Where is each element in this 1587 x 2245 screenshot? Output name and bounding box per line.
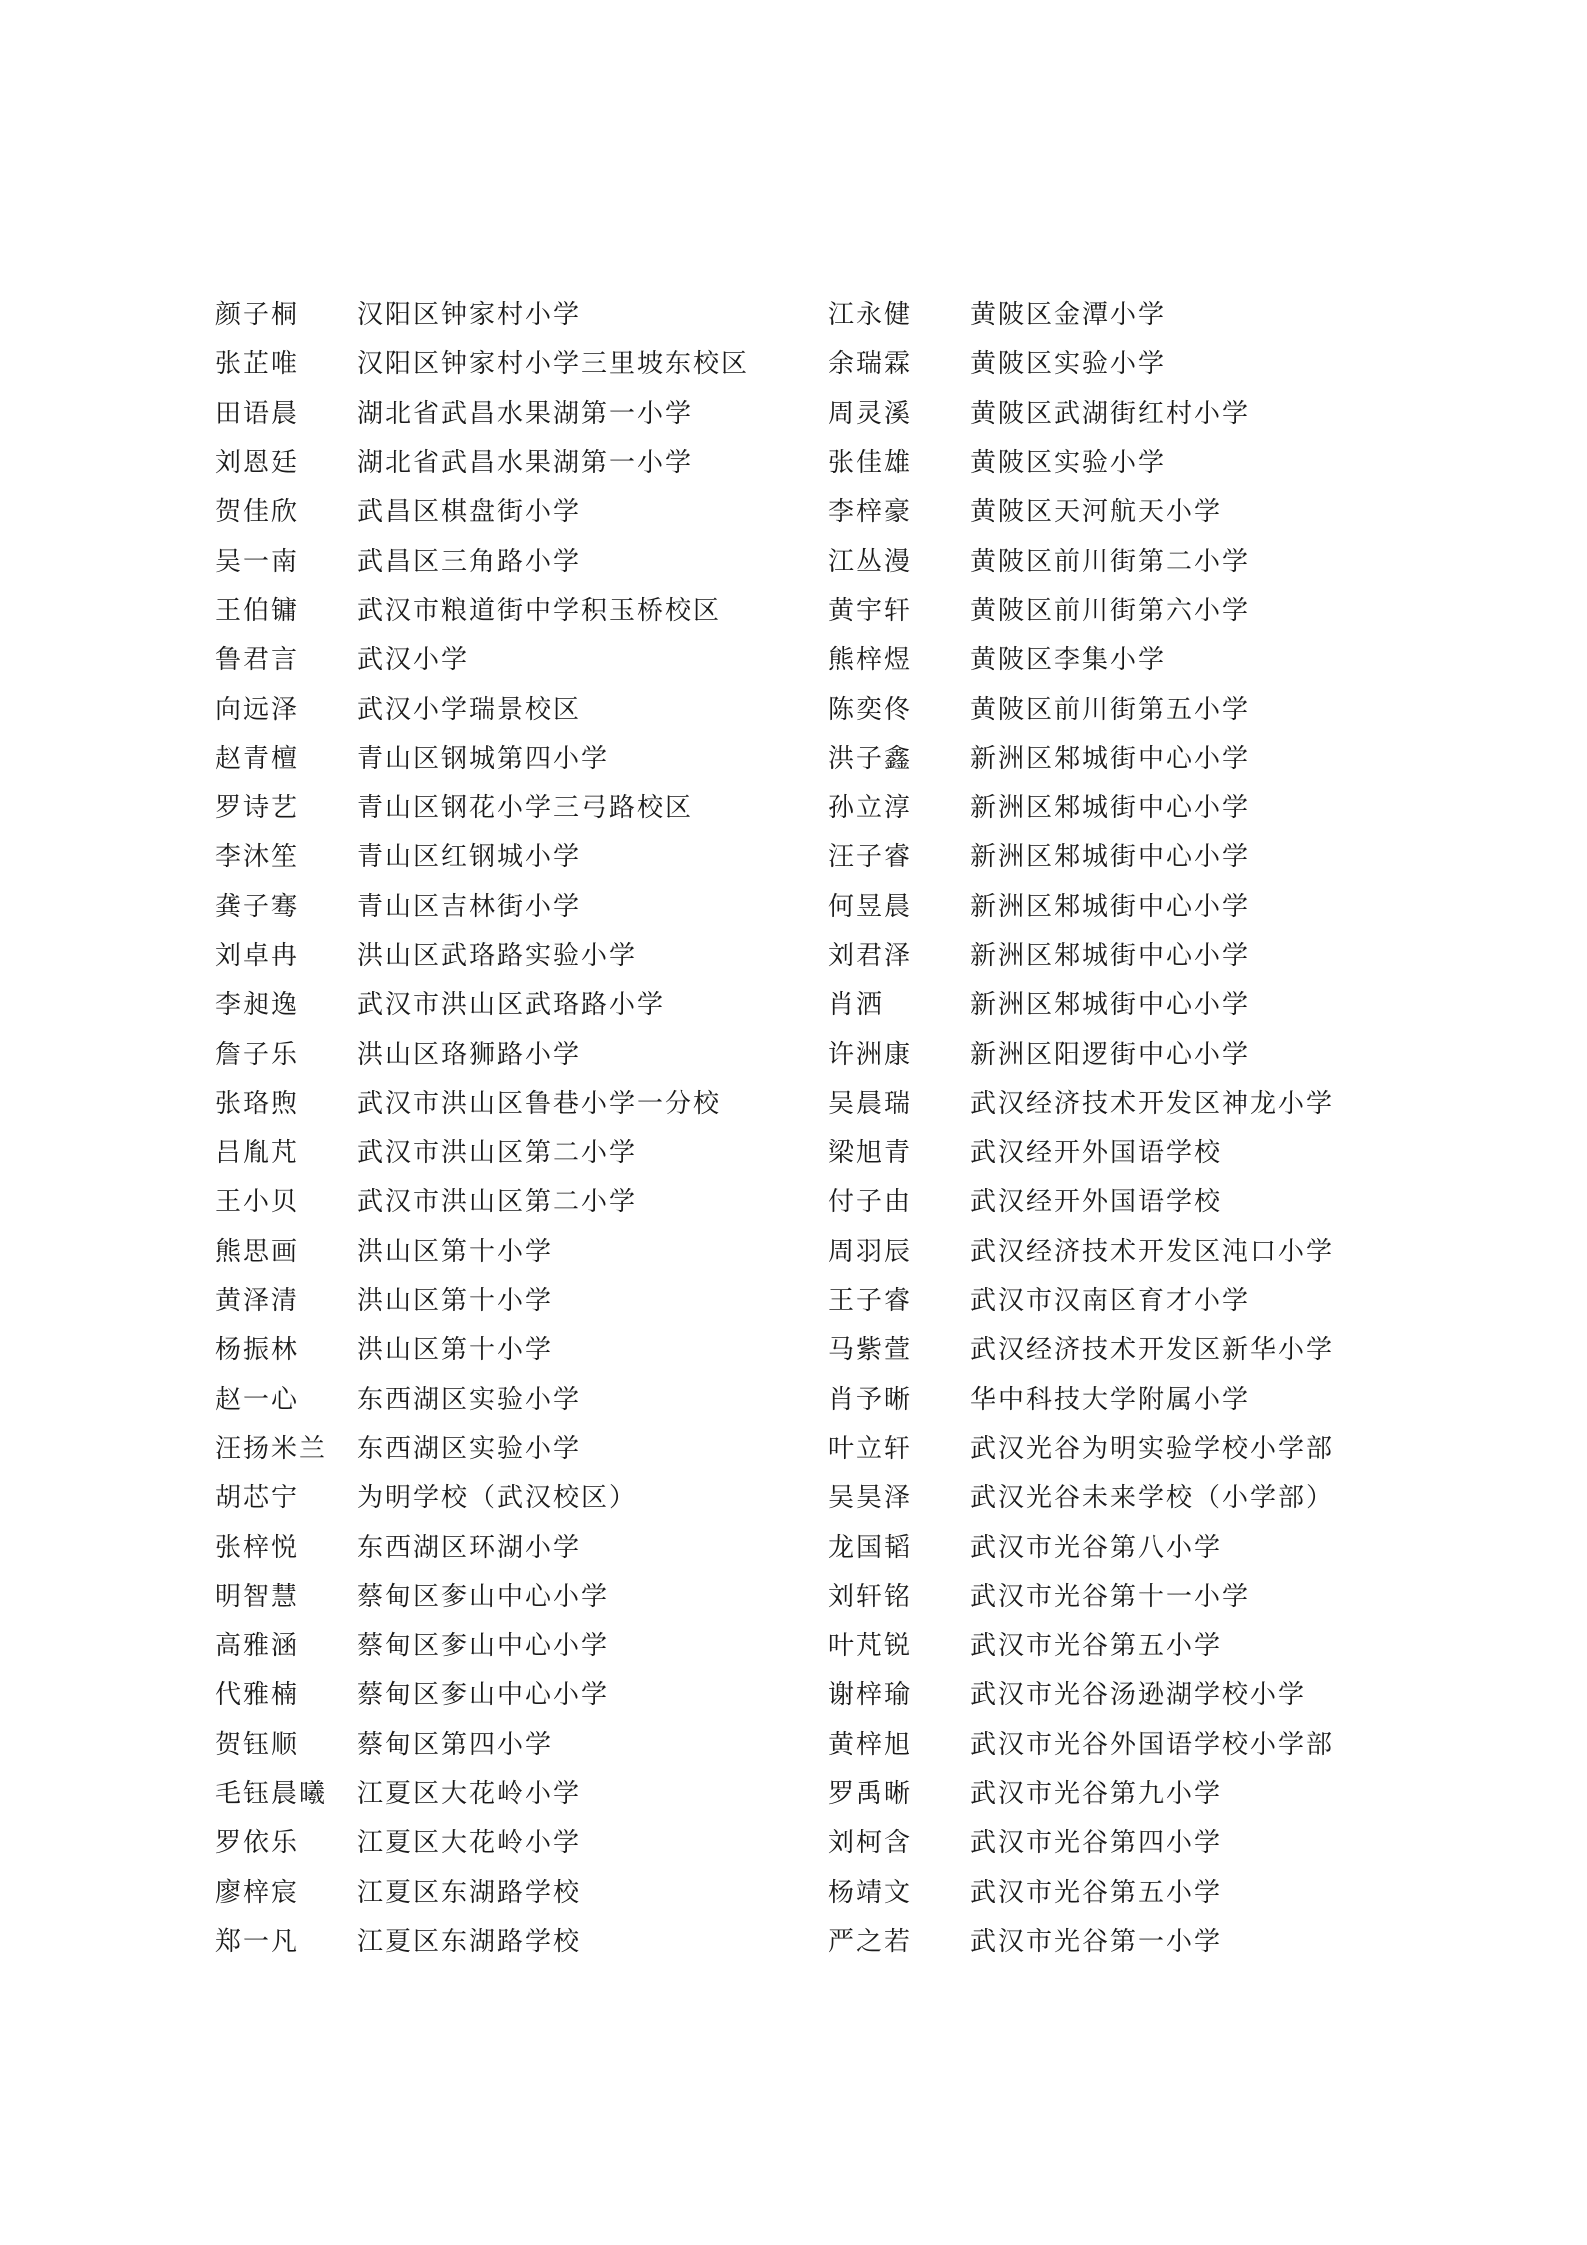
list-item <box>828 1570 1334 1619</box>
school-name: 黄陂区李集小学 <box>970 645 1167 676</box>
list-item <box>828 1915 1334 1964</box>
list-item <box>828 584 1334 633</box>
student-name: 叶芃锐 <box>828 1631 913 1662</box>
student-name: 马紫萱 <box>828 1335 913 1366</box>
student-name: 王小贝 <box>215 1187 300 1218</box>
school-name: 江夏区东湖路学校 <box>357 1877 582 1908</box>
list-item <box>828 978 1334 1027</box>
list-item <box>828 1126 1334 1175</box>
school-name: 武汉小学 <box>357 645 470 676</box>
list-item <box>828 830 1334 879</box>
school-name: 武汉光谷未来学校（小学部） <box>970 1483 1335 1514</box>
student-name: 张梓悦 <box>215 1532 300 1563</box>
list-item <box>215 1274 749 1323</box>
list-item <box>215 1816 749 1865</box>
student-name: 熊思画 <box>215 1236 300 1267</box>
school-name: 汉阳区钟家村小学三里坡东校区 <box>357 349 750 380</box>
list-item <box>828 485 1334 534</box>
school-name: 武汉市光谷第五小学 <box>970 1631 1223 1662</box>
school-name: 青山区吉林街小学 <box>357 891 582 922</box>
list-item <box>828 1373 1334 1422</box>
school-name: 武汉市光谷外国语学校小学部 <box>970 1729 1335 1760</box>
list-item <box>215 1718 749 1767</box>
school-name: 武汉经济技术开发区新华小学 <box>970 1335 1335 1366</box>
student-name: 贺钰顺 <box>215 1729 300 1760</box>
list-item <box>215 436 749 485</box>
student-name: 吕胤芃 <box>215 1138 300 1169</box>
list-item <box>215 1323 749 1372</box>
student-name: 江丛漫 <box>828 546 913 577</box>
student-name: 罗依乐 <box>215 1828 300 1859</box>
list-item <box>215 1619 749 1668</box>
student-name: 李沐笙 <box>215 842 300 873</box>
student-name: 龙国韬 <box>828 1532 913 1563</box>
student-name: 陈奕佟 <box>828 694 913 725</box>
school-name: 新洲区阳逻街中心小学 <box>970 1039 1251 1070</box>
school-name: 江夏区大花岭小学 <box>357 1828 582 1859</box>
list-item <box>828 1323 1334 1372</box>
school-name: 黄陂区实验小学 <box>970 349 1167 380</box>
school-name: 武昌区三角路小学 <box>357 546 582 577</box>
list-item <box>828 436 1334 485</box>
school-name: 黄陂区前川街第五小学 <box>970 694 1251 725</box>
list-item <box>828 1767 1334 1816</box>
list-item <box>828 1619 1334 1668</box>
school-name: 蔡甸区奓山中心小学 <box>357 1680 610 1711</box>
school-name: 武汉市光谷第四小学 <box>970 1828 1223 1859</box>
list-item <box>828 1027 1334 1076</box>
student-name: 黄梓旭 <box>828 1729 913 1760</box>
list-item <box>215 1225 749 1274</box>
list-item <box>828 1668 1334 1717</box>
list-item <box>828 534 1334 583</box>
school-name: 蔡甸区奓山中心小学 <box>357 1631 610 1662</box>
student-name: 李梓豪 <box>828 497 913 528</box>
student-name: 吴一南 <box>215 546 300 577</box>
student-name: 洪子鑫 <box>828 743 913 774</box>
student-name: 张珞煦 <box>215 1088 300 1119</box>
student-name: 胡芯宁 <box>215 1483 300 1514</box>
school-name: 武汉市洪山区第二小学 <box>357 1138 638 1169</box>
student-name: 汪扬米兰 <box>215 1433 328 1464</box>
student-name: 杨靖文 <box>828 1877 913 1908</box>
school-name: 新洲区邾城街中心小学 <box>970 891 1251 922</box>
school-name: 黄陂区前川街第六小学 <box>970 595 1251 626</box>
student-name: 田语晨 <box>215 398 300 429</box>
list-item <box>828 337 1334 386</box>
list-item <box>215 781 749 830</box>
student-name: 张佳雄 <box>828 448 913 479</box>
school-name: 武汉市光谷第八小学 <box>970 1532 1223 1563</box>
student-name: 何昱晨 <box>828 891 913 922</box>
right-column <box>828 288 1334 1964</box>
student-name: 代雅楠 <box>215 1680 300 1711</box>
student-name: 江永健 <box>828 300 913 331</box>
student-name: 刘卓冉 <box>215 941 300 971</box>
list-item <box>215 1668 749 1717</box>
school-name: 蔡甸区奓山中心小学 <box>357 1581 610 1612</box>
list-item <box>828 633 1334 682</box>
school-name: 湖北省武昌水果湖第一小学 <box>357 448 694 479</box>
student-name: 刘轩铭 <box>828 1581 913 1612</box>
student-name: 梁旭青 <box>828 1138 913 1169</box>
school-name: 青山区红钢城小学 <box>357 842 582 873</box>
school-name: 黄陂区武湖街红村小学 <box>970 398 1251 429</box>
student-name: 肖洒 <box>828 990 885 1021</box>
school-name: 洪山区第十小学 <box>357 1335 554 1366</box>
student-name: 毛钰晨曦 <box>215 1779 328 1810</box>
list-item <box>215 1373 749 1422</box>
student-name: 严之若 <box>828 1926 913 1957</box>
list-item <box>828 1225 1334 1274</box>
school-name: 湖北省武昌水果湖第一小学 <box>357 398 694 429</box>
list-item <box>828 929 1334 978</box>
list-item <box>828 1274 1334 1323</box>
list-item <box>215 1471 749 1520</box>
student-name: 杨振林 <box>215 1335 300 1366</box>
school-name: 武汉市洪山区第二小学 <box>357 1187 638 1218</box>
student-name: 吴昊泽 <box>828 1483 913 1514</box>
school-name: 新洲区邾城街中心小学 <box>970 743 1251 774</box>
school-name: 武汉经开外国语学校 <box>970 1187 1223 1218</box>
school-name: 武汉市洪山区鲁巷小学一分校 <box>357 1088 722 1119</box>
list-item <box>828 1816 1334 1865</box>
school-name: 洪山区珞狮路小学 <box>357 1039 582 1070</box>
school-name: 新洲区邾城街中心小学 <box>970 990 1251 1021</box>
student-name: 郑一凡 <box>215 1926 300 1957</box>
school-name: 青山区钢城第四小学 <box>357 743 610 774</box>
student-name: 廖梓宸 <box>215 1877 300 1908</box>
list-item <box>215 880 749 929</box>
student-name: 汪子睿 <box>828 842 913 873</box>
school-name: 东西湖区环湖小学 <box>357 1532 582 1563</box>
student-name: 刘君泽 <box>828 941 913 971</box>
list-item <box>215 929 749 978</box>
student-name: 鲁君言 <box>215 645 300 676</box>
list-item <box>215 682 749 731</box>
list-item <box>215 1520 749 1569</box>
school-name: 为明学校（武汉校区） <box>357 1483 638 1514</box>
school-name: 武汉市光谷第一小学 <box>970 1926 1223 1957</box>
school-name: 武汉市光谷第九小学 <box>970 1779 1223 1810</box>
list-item <box>828 880 1334 929</box>
list-item <box>828 1718 1334 1767</box>
school-name: 青山区钢花小学三弓路校区 <box>357 793 694 824</box>
list-item <box>215 1126 749 1175</box>
list-item <box>828 387 1334 436</box>
student-name: 贺佳欣 <box>215 497 300 528</box>
student-name: 龚子骞 <box>215 891 300 922</box>
list-item <box>215 1866 749 1915</box>
list-item <box>215 633 749 682</box>
school-name: 武汉市粮道街中学积玉桥校区 <box>357 595 722 626</box>
list-item <box>215 387 749 436</box>
school-name: 武汉市光谷第五小学 <box>970 1877 1223 1908</box>
list-item <box>215 1077 749 1126</box>
school-name: 武汉市光谷第十一小学 <box>970 1581 1251 1612</box>
list-item <box>215 485 749 534</box>
list-item <box>215 1570 749 1619</box>
list-item <box>828 682 1334 731</box>
student-name: 明智慧 <box>215 1581 300 1612</box>
school-name: 武汉市光谷汤逊湖学校小学 <box>970 1680 1307 1711</box>
left-column <box>215 288 749 1964</box>
student-name: 孙立淳 <box>828 793 913 824</box>
school-name: 黄陂区天河航天小学 <box>970 497 1223 528</box>
school-name: 武汉市汉南区育才小学 <box>970 1286 1251 1317</box>
student-name: 周羽辰 <box>828 1236 913 1267</box>
list-item <box>828 1520 1334 1569</box>
school-name: 武汉小学瑞景校区 <box>357 694 582 725</box>
school-name: 华中科技大学附属小学 <box>970 1384 1251 1415</box>
list-item <box>828 1471 1334 1520</box>
school-name: 江夏区大花岭小学 <box>357 1779 582 1810</box>
school-name: 洪山区武珞路实验小学 <box>357 941 638 971</box>
school-name: 黄陂区实验小学 <box>970 448 1167 479</box>
student-name: 向远泽 <box>215 694 300 725</box>
school-name: 武汉经济技术开发区沌口小学 <box>970 1236 1335 1267</box>
list-item <box>215 534 749 583</box>
student-name: 赵一心 <box>215 1384 300 1415</box>
student-name: 肖予晰 <box>828 1384 913 1415</box>
student-name: 吴晨瑞 <box>828 1088 913 1119</box>
list-item <box>215 288 749 337</box>
student-name: 付子由 <box>828 1187 913 1218</box>
list-item <box>215 1767 749 1816</box>
student-name: 黄宇轩 <box>828 595 913 626</box>
school-name: 黄陂区金潭小学 <box>970 300 1167 331</box>
list-item <box>215 978 749 1027</box>
student-name: 罗禹晰 <box>828 1779 913 1810</box>
student-name: 刘恩廷 <box>215 448 300 479</box>
list-item <box>215 830 749 879</box>
list-item <box>828 288 1334 337</box>
student-name: 叶立轩 <box>828 1433 913 1464</box>
student-name: 王伯镛 <box>215 595 300 626</box>
student-name: 赵青檀 <box>215 743 300 774</box>
school-name: 黄陂区前川街第二小学 <box>970 546 1251 577</box>
list-item <box>828 1866 1334 1915</box>
list-item <box>215 1422 749 1471</box>
list-item <box>215 1175 749 1224</box>
school-name: 武汉市洪山区武珞路小学 <box>357 990 666 1021</box>
student-name: 颜子桐 <box>215 300 300 331</box>
school-name: 武汉光谷为明实验学校小学部 <box>970 1433 1335 1464</box>
list-item <box>828 1077 1334 1126</box>
student-name: 周灵溪 <box>828 398 913 429</box>
list-item <box>215 337 749 386</box>
school-name: 汉阳区钟家村小学 <box>357 300 582 331</box>
student-name: 熊梓煜 <box>828 645 913 676</box>
school-name: 武昌区棋盘街小学 <box>357 497 582 528</box>
list-item <box>828 781 1334 830</box>
school-name: 新洲区邾城街中心小学 <box>970 941 1251 971</box>
student-name: 罗诗艺 <box>215 793 300 824</box>
student-name: 张芷唯 <box>215 349 300 380</box>
list-item <box>215 1027 749 1076</box>
school-name: 新洲区邾城街中心小学 <box>970 842 1251 873</box>
student-name: 许洲康 <box>828 1039 913 1070</box>
student-name: 余瑞霖 <box>828 349 913 380</box>
school-name: 洪山区第十小学 <box>357 1236 554 1267</box>
list-item <box>828 1422 1334 1471</box>
school-name: 武汉经济技术开发区神龙小学 <box>970 1088 1335 1119</box>
student-name: 谢梓瑜 <box>828 1680 913 1711</box>
student-name: 詹子乐 <box>215 1039 300 1070</box>
list-item <box>215 732 749 781</box>
school-name: 新洲区邾城街中心小学 <box>970 793 1251 824</box>
student-name: 高雅涵 <box>215 1631 300 1662</box>
student-name: 刘柯含 <box>828 1828 913 1859</box>
school-name: 武汉经开外国语学校 <box>970 1138 1223 1169</box>
school-name: 东西湖区实验小学 <box>357 1433 582 1464</box>
list-item <box>215 1915 749 1964</box>
list-item <box>215 584 749 633</box>
list-item <box>828 732 1334 781</box>
student-name: 黄泽清 <box>215 1286 300 1317</box>
student-name: 王子睿 <box>828 1286 913 1317</box>
school-name: 蔡甸区第四小学 <box>357 1729 554 1760</box>
school-name: 东西湖区实验小学 <box>357 1384 582 1415</box>
school-name: 洪山区第十小学 <box>357 1286 554 1317</box>
school-name: 江夏区东湖路学校 <box>357 1926 582 1957</box>
list-item <box>828 1175 1334 1224</box>
student-name: 李昶逸 <box>215 990 300 1021</box>
